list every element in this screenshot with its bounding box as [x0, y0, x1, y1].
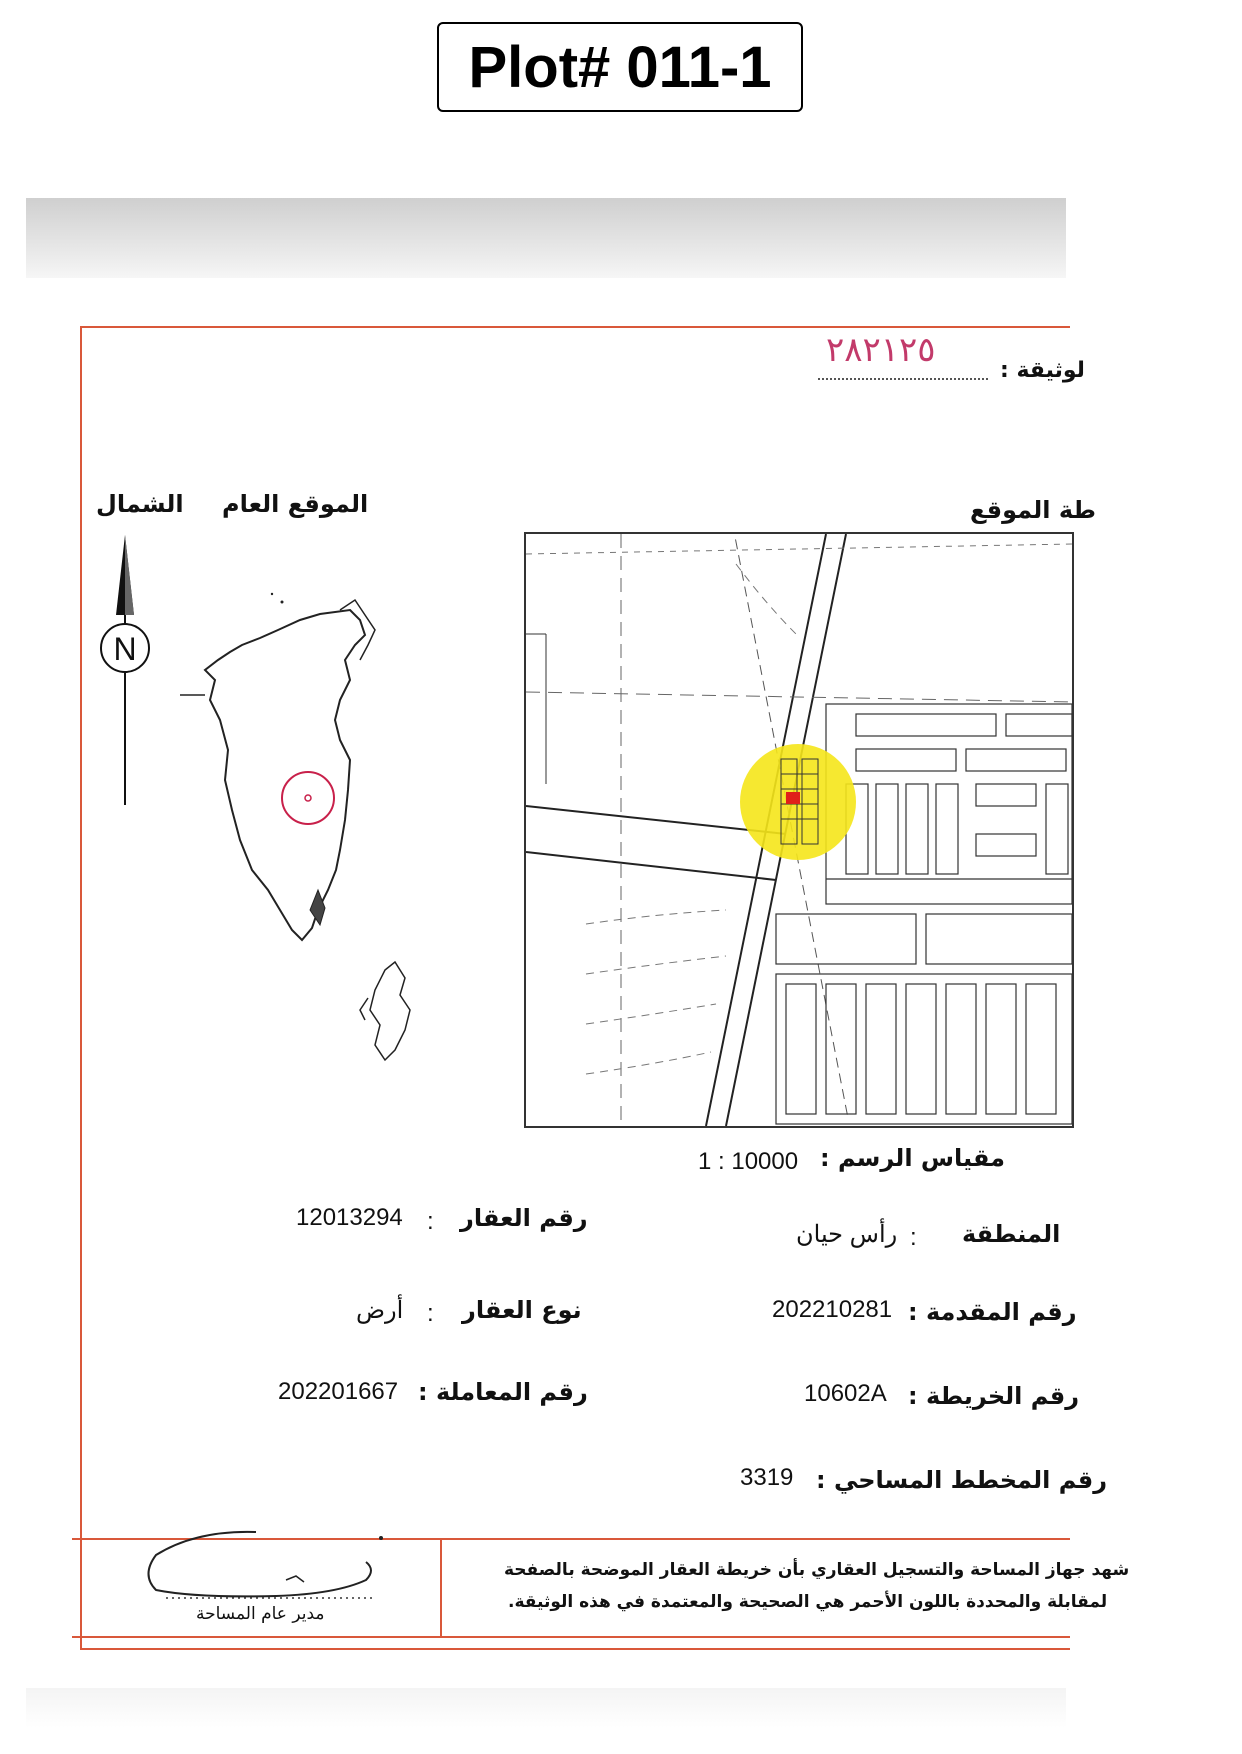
map-number-label: رقم الخريطة :: [908, 1382, 1080, 1410]
scan-shadow: [26, 198, 1066, 278]
property-type-label: نوع العقار: [462, 1296, 582, 1324]
application-number-value: 202210281: [772, 1296, 893, 1323]
property-number-label: رقم العقار: [460, 1204, 588, 1232]
survey-plan-label: رقم المخطط المساحي :: [816, 1466, 1108, 1494]
document-number-dots: [818, 378, 988, 380]
property-type-value: أرض: [356, 1297, 404, 1324]
north-arrow-icon: [90, 530, 160, 810]
north-letter: N: [113, 631, 137, 667]
general-location-label: الموقع العام: [222, 490, 369, 518]
general-location-map: [160, 590, 460, 1090]
colon-1: :: [427, 1208, 434, 1235]
signatory-title: مدير عام المساحة: [196, 1604, 325, 1624]
footer-vertical-divider: [440, 1538, 442, 1636]
document-number-label: لوثيقة :: [1000, 358, 1085, 383]
plot-label: Plot# 011-1: [437, 22, 803, 112]
site-map-label: طة الموقع: [970, 496, 1096, 524]
certification-line-1: شهد جهاز المساحة والتسجيل العقاري بأن خريطة العقار الموضحة بالصفحة: [504, 1560, 1130, 1580]
application-number-label: رقم المقدمة :: [908, 1298, 1077, 1326]
plot-marker: [786, 792, 800, 804]
area-value: رأس حيان: [796, 1221, 898, 1248]
colon-3: :: [427, 1300, 434, 1327]
transaction-number-label: رقم المعاملة :: [418, 1378, 588, 1406]
site-map: [524, 532, 1074, 1128]
document-number-value: ٢٨٢١٢٥: [826, 330, 936, 370]
colon-2: :: [910, 1224, 917, 1251]
scan-shadow-bottom: [26, 1688, 1066, 1728]
area-label: المنطقة: [962, 1220, 1061, 1248]
certification-line-2: لمقابلة والمحددة باللون الأحمر هي الصحيحة والمعتمدة في هذه الوثيقة.: [508, 1592, 1108, 1612]
scale-label: مقياس الرسم :: [820, 1144, 1005, 1172]
property-number-value: 12013294: [296, 1204, 403, 1231]
map-number-value: 10602A: [804, 1380, 887, 1407]
transaction-number-value: 202201667: [278, 1378, 399, 1405]
north-label: الشمال: [96, 490, 184, 518]
footer-bottom-divider: [72, 1636, 1070, 1638]
scale-value: 1 : 10000: [698, 1148, 799, 1175]
survey-plan-value: 3319: [740, 1464, 794, 1491]
